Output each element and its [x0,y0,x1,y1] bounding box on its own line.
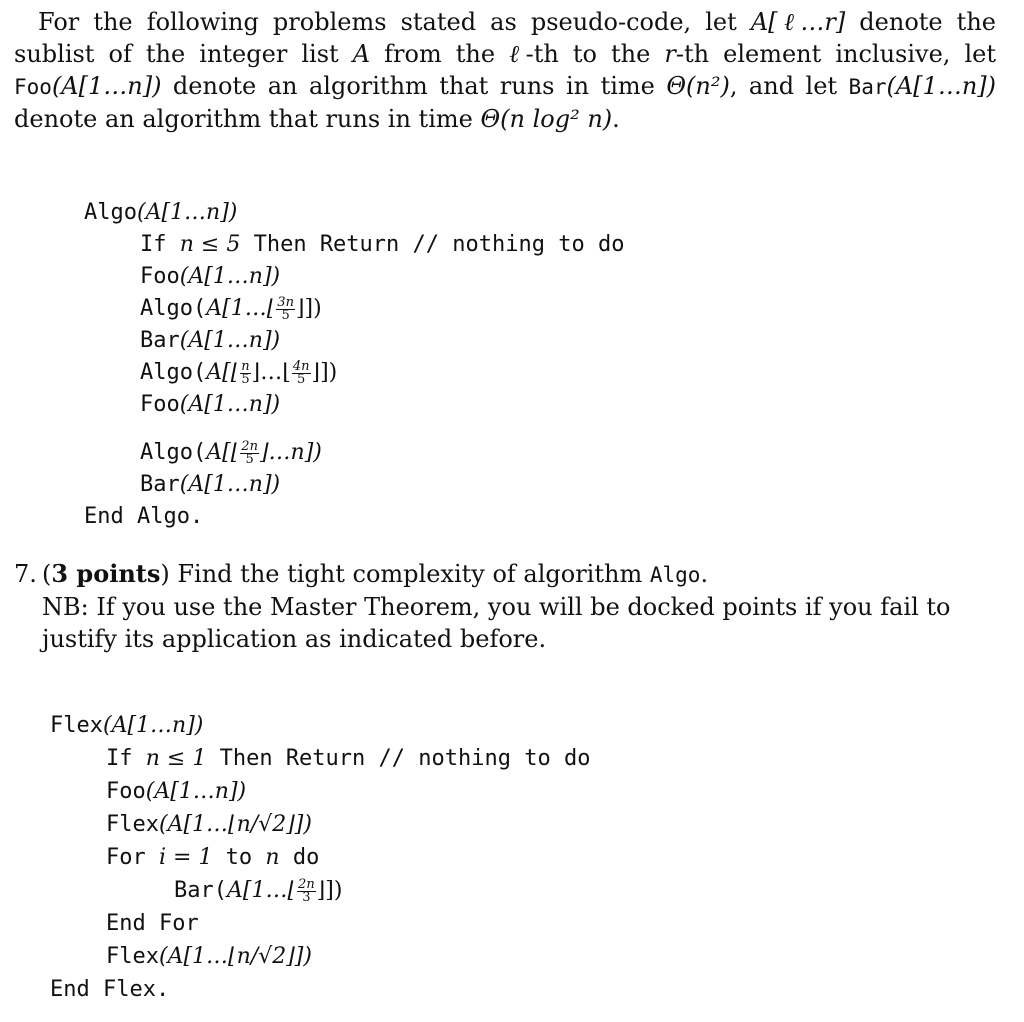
fraction-numerator: n [241,358,250,374]
recursive-call-arg: (A[1…⌊n/√2⌋]) [158,812,312,837]
foo-call-arg: (A[1…n]) [179,264,281,289]
fraction-numerator: 2n [241,438,258,454]
flex-name: Flex [50,713,103,738]
if-keyword: If [140,232,180,257]
bar-call: Bar [140,472,180,497]
bar-call-arg: (A[1…n]) [179,472,281,497]
flex-recursive-call-1 [106,809,312,841]
fraction-denominator: 5 [297,371,306,387]
bar-call-arg: A[1…⌊ [226,878,297,903]
recursive-call-arg: A[1…⌊ [206,296,276,321]
flex-foo-call [106,776,246,808]
bar-call-close: ⌋]) [316,878,343,903]
range-separator: ⌋…⌊ [251,360,291,385]
fraction-denominator: 5 [241,371,250,387]
recursive-call-close: ⌋]) [311,360,338,385]
flex-for-loop [106,842,319,874]
flex-bar-call [174,875,342,907]
question-period: . [700,560,709,588]
fraction-denominator: 3 [302,889,311,905]
foo-call-arg: (A[1…n]) [179,392,281,417]
fraction [240,358,250,387]
intro-paragraph [14,6,996,135]
ell-symbol: ℓ [509,40,526,68]
for-to-keyword: to [212,845,266,870]
question-text: Find the tight complexity of algorithm [169,560,650,588]
if-rest: Then Return // nothing to do [206,746,591,771]
fraction-numerator: 3n [277,294,294,310]
for-do-keyword: do [279,845,320,870]
foo-call: Foo [140,264,180,289]
for-keyword: For [106,845,159,870]
foo-call-arg: (A[1…n]) [145,779,247,804]
list-variable: A [352,40,371,68]
recursive-call-close: ⌋]) [295,296,322,321]
question-line: (3 points) Find the tight complexity of algorithm Algo. [42,559,709,588]
bar-name: Bar [848,75,887,99]
r-symbol: r [664,40,676,68]
foo-call: Foo [106,779,146,804]
foo-call: Foo [140,392,180,417]
algo-header [84,197,237,229]
recursive-call-arg: A[⌊ [206,440,240,465]
recursive-call: Flex [106,944,159,969]
intro-text: -th to the [525,40,665,68]
fraction [240,438,259,467]
for-bound: n [265,845,280,870]
if-condition: n ≤ 1 [145,746,207,771]
algo-recursive-call-1 [140,293,322,325]
algo-bar-call-2 [140,469,280,501]
bar-call-arg: (A[1…n]) [179,328,281,353]
intro-text: denote the sublist of the integer list [14,8,996,68]
if-condition: n ≤ 5 [179,232,241,257]
foo-time-complexity: Θ(n²) [666,72,730,100]
algo-code-block [84,197,684,537]
flex-end-for: End For [106,911,199,936]
bar-time-complexity: Θ(n log² n) [480,105,613,133]
fraction [292,358,311,387]
intro-text: -th element inclusive, let [675,40,997,68]
intro-text: from the [370,40,510,68]
recursive-call: Flex [106,812,159,837]
recursive-call-close: ⌋…n]) [259,440,322,465]
intro-text: denote an algorithm that runs in time [14,105,481,133]
fraction-denominator: 5 [245,451,254,467]
flex-header [50,710,203,742]
fraction-numerator: 2n [298,876,315,892]
recursive-call-arg: A[⌊ [206,360,240,385]
algo-header-arg: (A[1…n]) [136,200,238,225]
flex-code-block [50,710,650,1010]
algo-base-case [140,229,624,261]
recursive-call: Algo( [140,360,207,385]
algo-recursive-call-3 [140,437,322,469]
fraction [276,294,295,323]
flex-base-case [106,743,590,775]
question-nb-note: NB: If you use the Master Theorem, you will be docked points if you fail to justify its application as indicated before. [42,593,951,653]
recursive-call-arg: (A[1…⌊n/√2⌋]) [158,944,312,969]
question-number: 7. [14,560,37,588]
recursive-call: Algo( [140,440,207,465]
algo-recursive-call-2 [140,357,337,389]
bar-argument: (A[1…n]) [886,72,996,100]
for-variable: i = 1 [158,845,213,870]
bar-call: Bar( [174,878,227,903]
algo-end: End Algo. [84,504,204,529]
fraction [297,876,316,905]
if-keyword: If [106,746,146,771]
foo-argument: (A[1…n]) [51,72,162,100]
algo-bar-call-1 [140,325,280,357]
fraction-denominator: 5 [281,307,290,323]
intro-text: For the following problems stated as pseudo-code, let [38,8,751,36]
intro-text: , and let [729,72,849,100]
intro-text: denote an algorithm that runs in time [161,72,667,100]
flex-recursive-call-2 [106,941,312,973]
algo-foo-call-1 [140,261,280,293]
algo-name: Algo [84,200,137,225]
if-rest: Then Return // nothing to do [240,232,625,257]
fraction-numerator: 4n [292,358,310,374]
question-algo-name: Algo [649,563,701,587]
intro-text: . [612,105,620,133]
sublist-expression: A[ℓ…r] [750,8,846,36]
flex-header-arg: (A[1…n]) [102,713,204,738]
recursive-call: Algo( [140,296,207,321]
algo-foo-call-2 [140,389,280,421]
bar-call: Bar [140,328,180,353]
question-points: 3 points [51,559,161,588]
foo-name: Foo [14,75,52,99]
flex-end: End Flex. [50,977,170,1002]
question-7 [14,558,996,655]
question-body [42,558,996,655]
